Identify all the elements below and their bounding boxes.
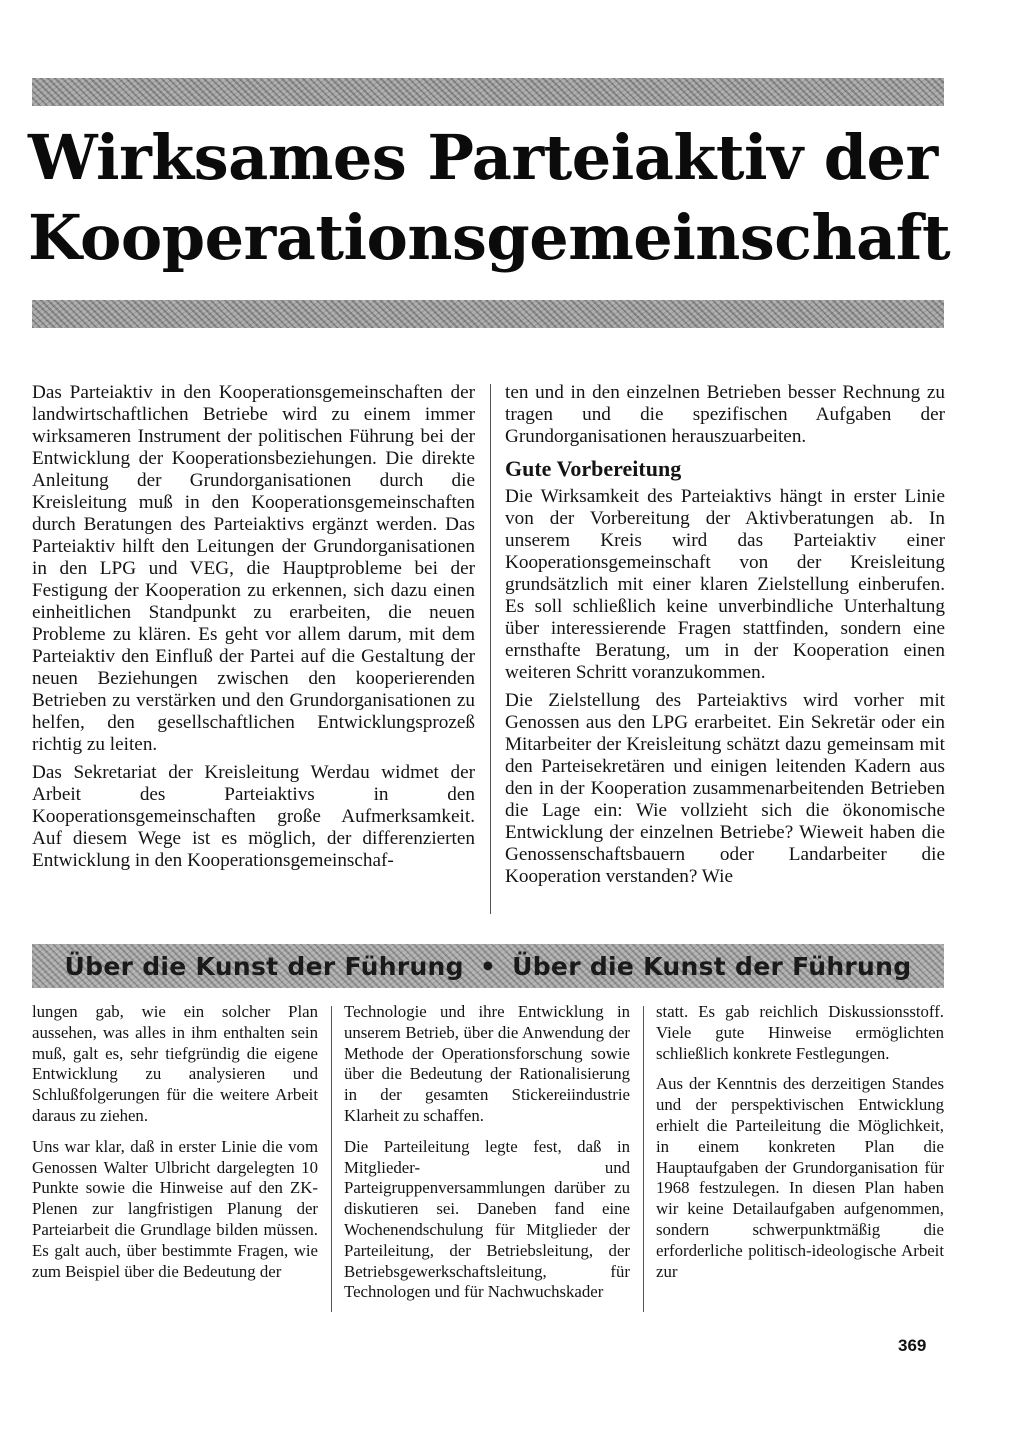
paragraph: Die Zielstellung des Parteiaktivs wird vorher mit Genossen aus den LPG erarbeitet. Ein Sekretär oder ein Mitarbeiter der Kreisleitung schätzt dazu gemeinsam mit den Parteisekretären und einigen leitenden Kadern aus den in der Kooperation zusammenarbeitenden Betrieben die Lage ein: Wie vollzieht sich die ökonomische Entwicklung der einzelnen Betriebe? Wieweit haben die Genossenschaftsbauern oder Landarbeiter die Kooperation verstanden? Wie	[505, 690, 945, 887]
paragraph: Die Parteileitung legte fest, daß in Mitglieder- und Parteigruppenversammlungen darüber zu diskutieren sei. Daneben fand eine Wochenendschulung für Mitglieder der Parteileitung, der Betriebsleitung, der Betriebsgewerkschaftsleitung, für Technologen und für Nachwuchskader	[344, 1136, 630, 1302]
banner-text: Über die Kunst der Führung	[64, 951, 464, 981]
paragraph: Uns war klar, daß in erster Linie die vom Genossen Walter Ulbricht dargelegten 10 Punkte sowie die Hinweise auf den ZK-Plenen zur langfristigen Planung der Parteiarbeit die Grundlage bilden müssen. Es galt auch, über bestimmte Fragen, wie zum Beispiel über die Bedeutung der	[32, 1136, 318, 1281]
paragraph: lungen gab, wie ein solcher Plan aussehen, was alles in ihm enthalten sein muß, galt es, sehr tiefgründig die eigene Entwicklung zu analysieren und Schlußfolgerungen für die weitere Arbeit daraus zu ziehen.	[32, 1002, 318, 1125]
section-banner	[32, 944, 944, 988]
banner-separator: •	[479, 951, 497, 981]
paragraph: Die Wirksamkeit des Parteiaktivs hängt in erster Linie von der Vorbereitung der Aktivberatungen ab. In unserem Kreis wird das Parteiaktiv einer Kooperationsgemeinschaft von der Kreisleitung grundsätzlich mit einer klaren Zielstellung einberufen. Es soll schließlich keine unverbindliche Unterhaltung über interessierende Fragen stattfinden, sondern eine ernsthafte Beratung, um in der Kooperation einen weiteren Schritt voranzukommen.	[505, 486, 945, 683]
section-subheading: Gute Vorbereitung	[505, 456, 682, 481]
paragraph: Das Parteiaktiv in den Kooperationsgemeinschaften der landwirtschaftlichen Betriebe wird zu einem immer wirksameren Instrument der politischen Führung bei der Entwicklung der Kooperationsbeziehungen. Die direkte Anleitung der Grundorganisationen durch die Kreisleitung muß in den Kooperationsgemeinschaften durch Beratungen des Parteiaktivs ergänzt werden. Das Parteiaktiv hilft den Leitungen der Grundorganisationen in den LPG und VEG, die Hauptprobleme bei der Festigung der Kooperation zu erkennen, sich dazu einen einheitlichen Standpunkt zu erarbeiten, die neuen Probleme zu klären. Es geht vor allem darum, mit dem Parteiaktiv den Einfluß der Partei auf die Gestaltung der neuen Beziehungen zwischen den kooperierenden Betrieben zu verstärken und den Grundorganisationen zu helfen, den gesellschaftlichen Entwicklungsprozeß richtig zu leiten.	[32, 382, 475, 755]
page-number: 369	[898, 1336, 927, 1355]
column-divider	[490, 384, 491, 914]
lower-column-1	[32, 1002, 318, 1282]
paragraph: Das Sekretariat der Kreisleitung Werdau widmet der Arbeit des Parteiaktivs in den Kooperationsgemeinschaften große Aufmerksamkeit. Auf diesem Wege ist es möglich, der differenzierten Entwicklung in den Kooperationsgemeinschaf-	[32, 762, 475, 871]
article-column-right	[505, 382, 945, 888]
banner-text: Über die Kunst der Führung	[512, 951, 912, 981]
paragraph: statt. Es gab reichlich Diskussionsstoff. Viele gute Hinweise ermöglichten schließlich konkrete Festlegungen.	[656, 1002, 944, 1063]
article-title: Wirksames Parteiaktiv der Kooperationsgemeinschaft	[28, 121, 951, 274]
lower-column-3	[656, 1002, 944, 1282]
paragraph: Aus der Kenntnis des derzeitigen Standes und der perspektivischen Entwicklung erhielt die Parteileitung die Möglichkeit, in einem konkreten Plan die Hauptaufgaben der Grundorganisation für 1968 festzulegen. In diesen Plan haben wir keine Detailaufgaben aufgenommen, sondern schwerpunktmäßig die erforderliche politisch-ideologische Arbeit zur	[656, 1074, 944, 1281]
lower-column-2	[344, 1002, 630, 1303]
column-divider	[331, 1006, 332, 1312]
paragraph: Technologie und ihre Entwicklung in unserem Betrieb, über die Anwendung der Methode der Operationsforschung sowie über die Bedeutung der Rationalisierung in der gesamten Stickereiindustrie Klarheit zu schaffen.	[344, 1002, 630, 1125]
column-divider	[643, 1006, 644, 1312]
article-column-left	[32, 382, 475, 872]
paragraph: ten und in den einzelnen Betrieben besser Rechnung zu tragen und die spezifischen Aufgaben der Grundorganisationen herauszuarbeiten.	[505, 382, 945, 447]
decorative-band-top	[32, 78, 944, 106]
decorative-band-bottom	[32, 300, 944, 328]
